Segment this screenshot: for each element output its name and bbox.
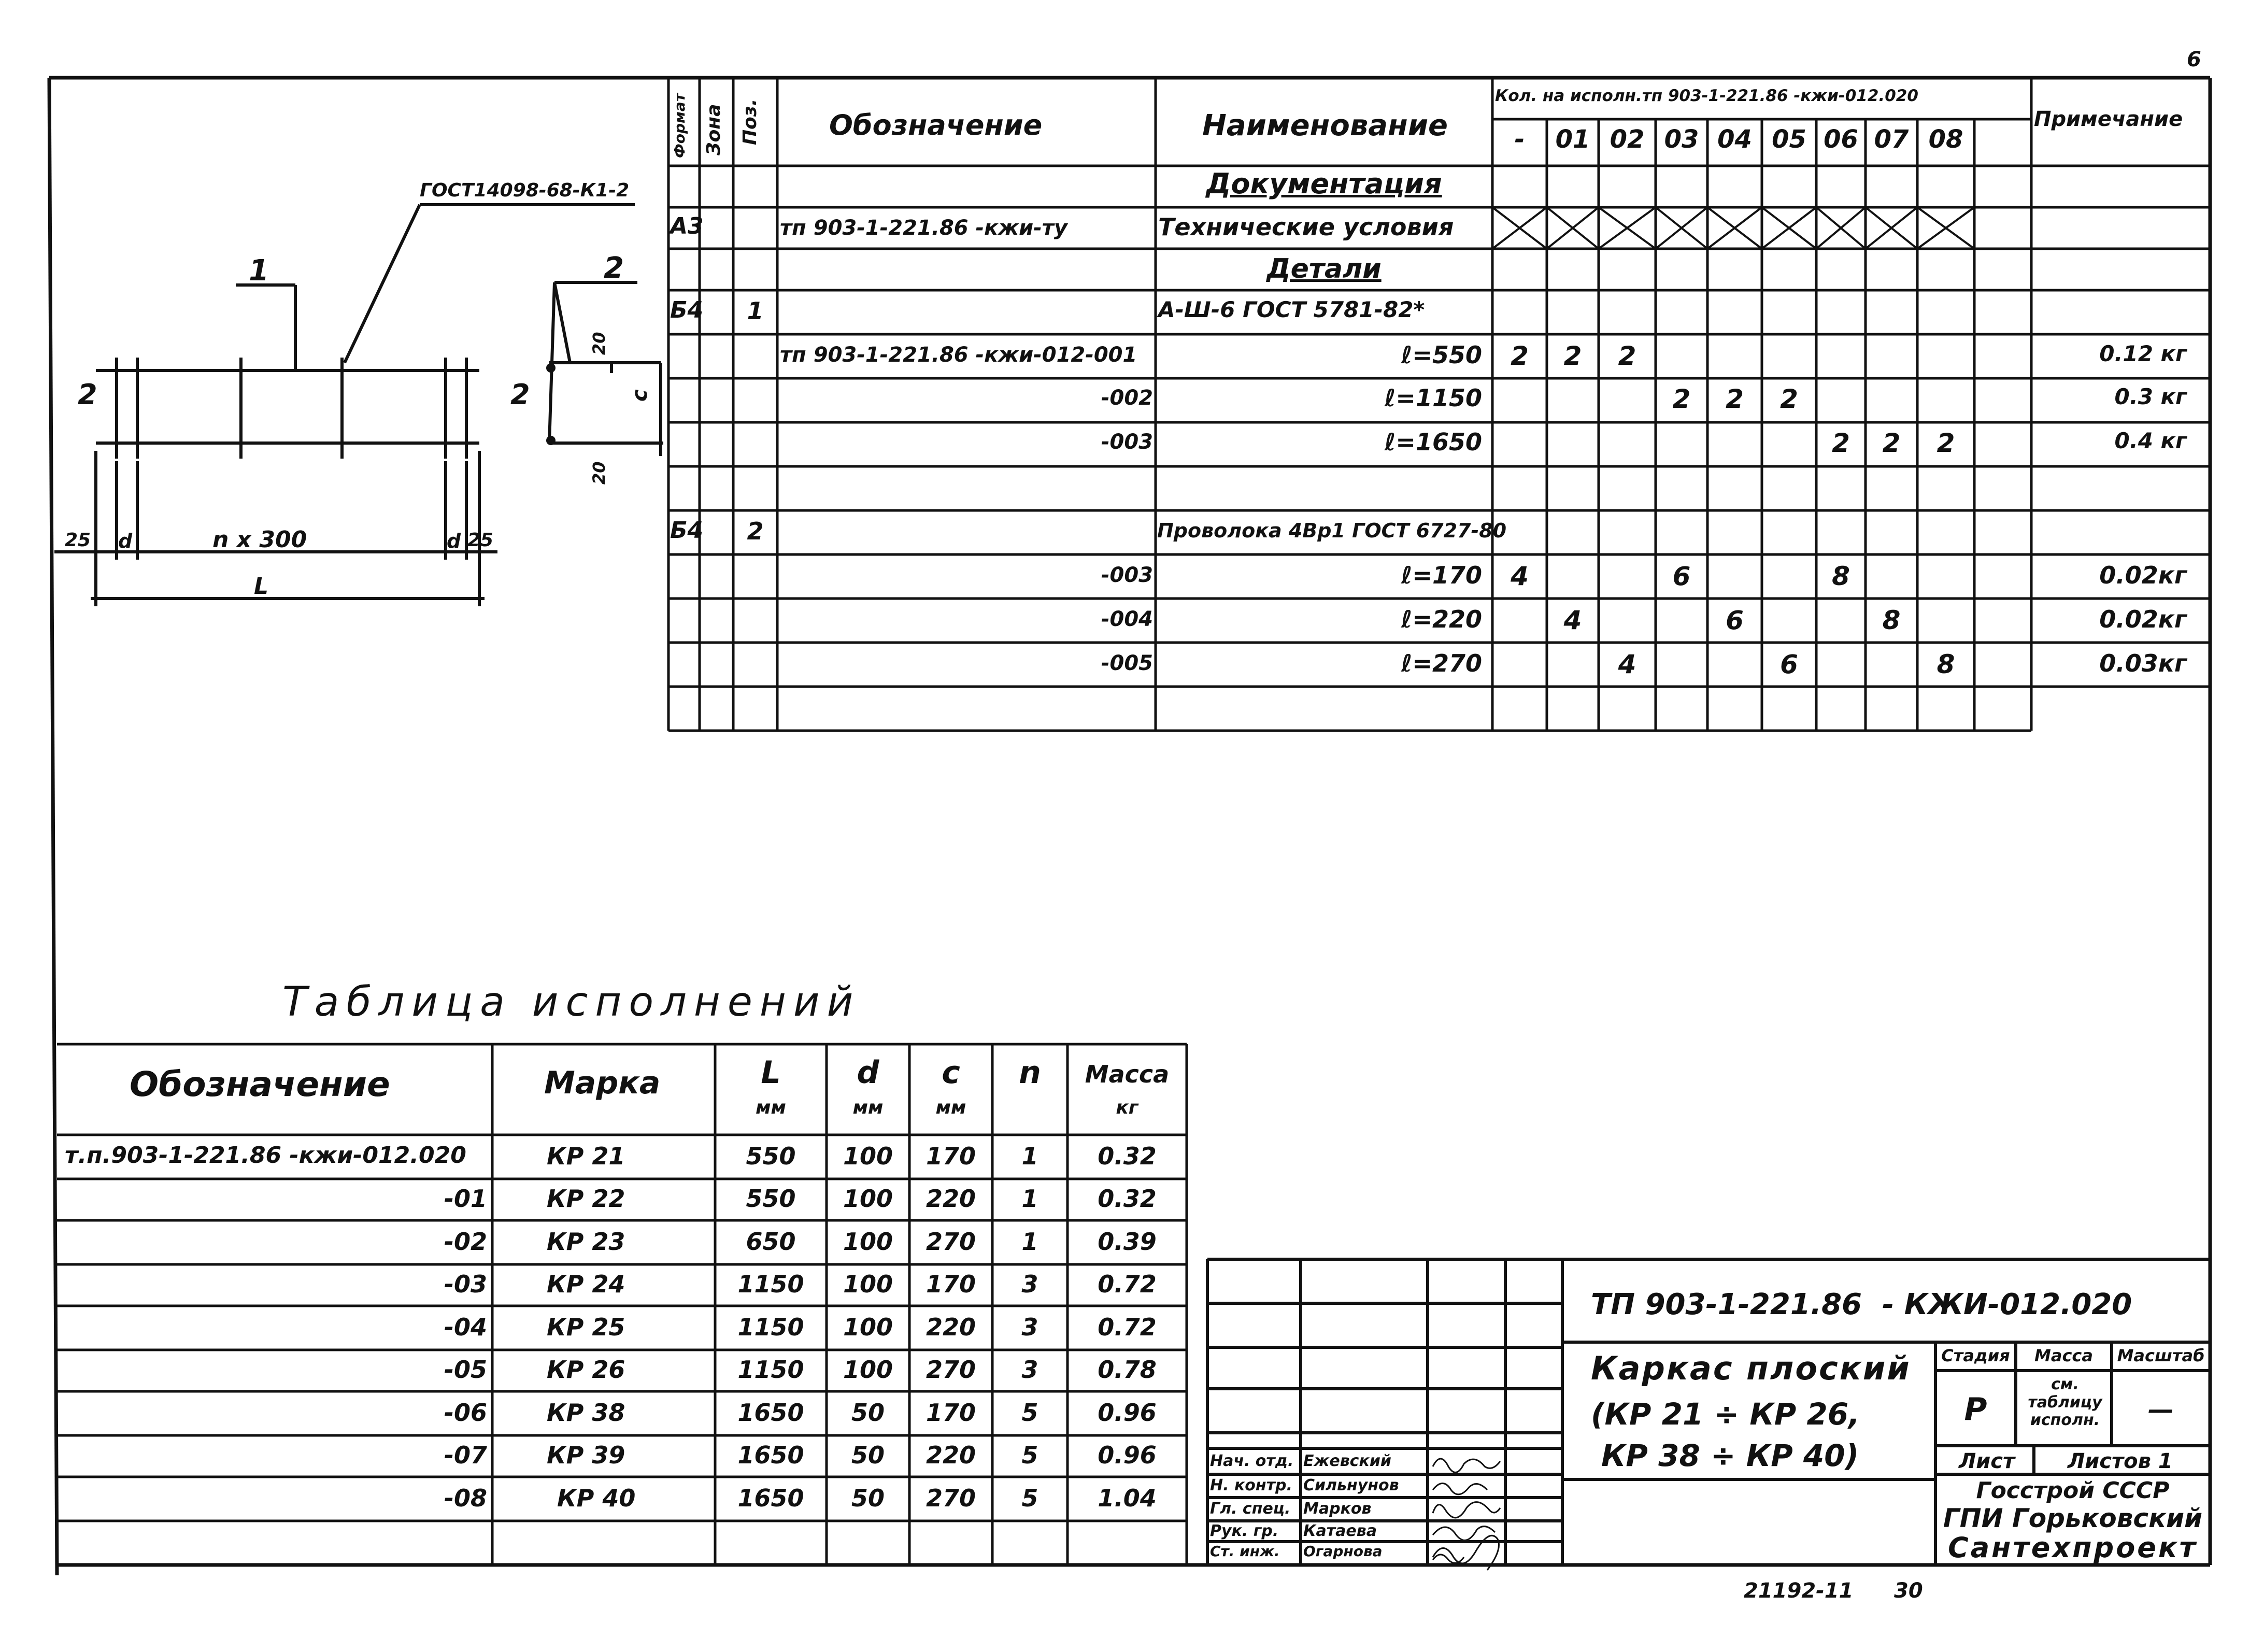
- variant-n: 1: [1021, 1228, 1038, 1256]
- scale-label: Масштаб: [2117, 1346, 2205, 1365]
- variants-header-c: c: [942, 1055, 960, 1091]
- spec-header-format: Формат: [671, 93, 688, 158]
- spec-header-name: Наименование: [1202, 109, 1448, 143]
- spec-row-note: 0.3 кг: [2114, 384, 2187, 409]
- page-number: 30: [1894, 1579, 1923, 1603]
- variant-designation: -05: [444, 1356, 487, 1384]
- frame-sketch: [54, 205, 663, 606]
- variant-d: 100: [843, 1313, 893, 1341]
- signature-role: Рук. гр.: [1210, 1522, 1279, 1540]
- variant-mark: КР 22: [547, 1185, 625, 1213]
- variant-header: 02: [1610, 125, 1645, 154]
- dim-20-top: 20: [589, 332, 609, 355]
- variants-header-mass: Масса: [1085, 1060, 1170, 1088]
- scale-value: —: [2148, 1394, 2174, 1425]
- spec-row-name: ℓ=1650: [1384, 428, 1482, 456]
- title-block-code: ТП 903-1-221.86 - КЖИ-012.020: [1591, 1288, 2132, 1321]
- variant-designation: -01: [444, 1185, 487, 1213]
- dim-c: c: [628, 389, 652, 402]
- variant-d: 100: [843, 1185, 893, 1213]
- qty-cell: 2: [1511, 341, 1529, 371]
- sheet-corner-number: 6: [2187, 48, 2201, 72]
- variant-mass: 0.39: [1098, 1228, 1157, 1256]
- variant-mark: КР 24: [547, 1270, 625, 1298]
- qty-cell: 2: [1726, 384, 1744, 414]
- variant-header: 05: [1772, 125, 1806, 154]
- dim-25-right: 25: [467, 530, 494, 551]
- spec-row-name: Документация: [1206, 167, 1442, 200]
- org-line-2: ГПИ Горьковский: [1943, 1503, 2203, 1533]
- spec-row-pos: 2: [747, 517, 764, 545]
- spec-header-note: Примечание: [2034, 107, 2183, 131]
- section-mark-1: 1: [249, 254, 269, 288]
- dim-L: L: [254, 573, 269, 600]
- variants-header-d: d: [857, 1055, 879, 1091]
- qty-cell: 2: [1780, 384, 1798, 414]
- spec-row-designation: тп 903-1-221.86 -кжи-ту: [780, 216, 1067, 240]
- spec-row-designation: тп 903-1-221.86 -кжи-012-001: [780, 343, 1137, 367]
- qty-cell: 2: [1672, 384, 1691, 414]
- variant-mark: КР 23: [547, 1228, 625, 1256]
- variant-L: 1150: [737, 1356, 804, 1384]
- spec-row-format: Б4: [670, 517, 704, 544]
- dim-20-bottom: 20: [589, 461, 609, 485]
- variant-mass: 0.72: [1098, 1270, 1157, 1298]
- qty-cell: 8: [1882, 605, 1901, 635]
- spec-header-qty-label: Кол. на исполн.тп 903-1-221.86 -кжи-012.020: [1495, 87, 1918, 105]
- signature-name: Марков: [1303, 1500, 1372, 1518]
- spec-row-name: Проволока 4Вр1 ГОСТ 6727-80: [1157, 519, 1507, 542]
- org-line-3: Сантехпроект: [1948, 1531, 2198, 1564]
- section-left-2: 2: [510, 378, 530, 411]
- variant-designation: -07: [444, 1441, 487, 1469]
- dim-n300: n x 300: [212, 526, 307, 553]
- spec-header-designation: Обозначение: [829, 109, 1043, 141]
- signature-role: Н. контр.: [1210, 1476, 1292, 1494]
- mass-label: Масса: [2034, 1346, 2093, 1365]
- variants-header-mass-unit: кг: [1116, 1097, 1138, 1118]
- variants-header-mark: Марка: [544, 1065, 661, 1101]
- variant-mass: 0.72: [1098, 1313, 1157, 1341]
- left-mark-2: 2: [78, 378, 97, 411]
- variant-designation: -08: [444, 1484, 487, 1512]
- qty-cell: 6: [1672, 561, 1691, 591]
- variant-designation: -06: [444, 1399, 487, 1427]
- variant-mass: 0.78: [1098, 1356, 1157, 1384]
- variants-header-d-unit: мм: [852, 1097, 884, 1118]
- variant-designation: т.п.903-1-221.86 -кжи-012.020: [65, 1142, 466, 1169]
- qty-cell: 2: [1936, 428, 1955, 458]
- spec-row-name: ℓ=270: [1401, 649, 1482, 677]
- qty-cell: 4: [1618, 649, 1636, 679]
- org-line-1: Госстрой СССР: [1976, 1477, 2170, 1504]
- variant-n: 5: [1021, 1484, 1038, 1512]
- spec-row-name: Детали: [1266, 253, 1382, 284]
- variant-mark: КР 38: [547, 1399, 625, 1427]
- spec-row-format: А3: [670, 213, 704, 239]
- variant-L: 1650: [737, 1484, 804, 1512]
- variant-mass: 1.04: [1098, 1484, 1157, 1512]
- variant-n: 5: [1021, 1441, 1038, 1469]
- qty-cell: 2: [1618, 341, 1636, 371]
- spec-row-note: 0.03кг: [2099, 649, 2187, 677]
- spec-row-designation: -002: [1101, 386, 1153, 410]
- variant-n: 3: [1021, 1270, 1038, 1298]
- variant-mass: 0.32: [1098, 1185, 1157, 1213]
- qty-cell: 4: [1511, 561, 1529, 591]
- qty-cell: 2: [1563, 341, 1582, 371]
- variant-c: 270: [925, 1484, 976, 1512]
- archive-number: 21192-11: [1744, 1579, 1854, 1603]
- variant-n: 1: [1021, 1185, 1038, 1213]
- sheets-label: Листов 1: [2068, 1449, 2173, 1473]
- variant-L: 1650: [737, 1441, 804, 1469]
- spec-row-format: Б4: [670, 297, 704, 323]
- variant-header: 07: [1874, 125, 1909, 154]
- variant-c: 170: [925, 1142, 976, 1170]
- title-block-name-1: Каркас плоский: [1591, 1349, 1911, 1387]
- variant-header: 06: [1824, 125, 1858, 154]
- variant-n: 1: [1021, 1142, 1038, 1170]
- variant-designation: -03: [444, 1270, 487, 1298]
- title-block-name-3: КР 38 ÷ КР 40): [1601, 1438, 1859, 1473]
- variant-mass: 0.96: [1098, 1399, 1157, 1427]
- variants-header-designation: Обозначение: [130, 1064, 390, 1104]
- variant-c: 270: [925, 1356, 976, 1384]
- signature-name: Катаева: [1303, 1522, 1377, 1540]
- variant-L: 550: [746, 1185, 796, 1213]
- spec-row-note: 0.12 кг: [2099, 341, 2187, 366]
- mass-note: см. таблицу исполн.: [2028, 1375, 2102, 1429]
- variant-L: 1650: [737, 1399, 804, 1427]
- variant-L: 1150: [737, 1313, 804, 1341]
- dim-d-right: d: [447, 530, 461, 552]
- gost-label: ГОСТ14098-68-К1-2: [420, 180, 630, 201]
- spec-crossed-cells: [1492, 207, 1974, 249]
- variant-c: 220: [925, 1441, 976, 1469]
- variant-designation: -04: [444, 1313, 487, 1341]
- signature-name: Огарнова: [1303, 1543, 1383, 1560]
- variant-c: 220: [925, 1185, 976, 1213]
- spec-row-name: ℓ=550: [1401, 341, 1482, 369]
- variant-d: 50: [851, 1399, 885, 1427]
- signature-name: Сильнунов: [1303, 1476, 1399, 1494]
- variants-header-c-unit: мм: [935, 1097, 966, 1118]
- variant-n: 3: [1021, 1313, 1038, 1341]
- qty-cell: 8: [1832, 561, 1850, 591]
- dim-d-left: d: [118, 530, 133, 552]
- variant-c: 270: [925, 1228, 976, 1256]
- variants-header-n: n: [1019, 1055, 1041, 1091]
- variant-mass: 0.32: [1098, 1142, 1157, 1170]
- variants-table-title: Таблица исполнений: [282, 979, 861, 1026]
- variant-header: -: [1514, 125, 1525, 154]
- variant-header: 03: [1664, 125, 1699, 154]
- qty-cell: 2: [1882, 428, 1901, 458]
- spec-row-note: 0.02кг: [2099, 561, 2187, 589]
- variants-header-L: L: [761, 1055, 781, 1091]
- section-mark-2: 2: [604, 251, 624, 285]
- variant-n: 3: [1021, 1356, 1038, 1384]
- variant-mark: КР 40: [557, 1484, 636, 1512]
- variant-n: 5: [1021, 1399, 1038, 1427]
- variant-d: 100: [843, 1356, 893, 1384]
- spec-row-note: 0.02кг: [2099, 605, 2187, 633]
- spec-row-designation: -005: [1101, 651, 1153, 675]
- variant-L: 550: [746, 1142, 796, 1170]
- variant-c: 220: [925, 1313, 976, 1341]
- variant-L: 1150: [737, 1270, 804, 1298]
- spec-row-name: ℓ=1150: [1384, 384, 1482, 412]
- variant-header: 04: [1717, 125, 1752, 154]
- variant-d: 100: [843, 1270, 893, 1298]
- spec-row-name: ℓ=170: [1401, 561, 1482, 589]
- stage-value: Р: [1964, 1391, 1987, 1428]
- qty-cell: 2: [1832, 428, 1850, 458]
- qty-cell: 6: [1726, 605, 1744, 635]
- signature-role: Ст. инж.: [1210, 1543, 1280, 1560]
- variant-d: 50: [851, 1484, 885, 1512]
- sheet-label: Лист: [1959, 1449, 2015, 1473]
- stage-label: Стадия: [1941, 1346, 2010, 1365]
- spec-row-designation: -003: [1101, 430, 1153, 454]
- signature-name: Ежевский: [1303, 1452, 1391, 1470]
- spec-header-pos: Поз.: [739, 98, 761, 145]
- variant-c: 170: [925, 1399, 976, 1427]
- spec-row-name: Технические условия: [1158, 213, 1454, 241]
- variant-d: 50: [851, 1441, 885, 1469]
- qty-cell: 8: [1936, 649, 1955, 679]
- spec-header-zone: Зона: [703, 104, 724, 155]
- spec-row-designation: -004: [1101, 607, 1153, 631]
- variant-mark: КР 25: [547, 1313, 625, 1341]
- variant-designation: -02: [444, 1228, 487, 1256]
- dim-25-left: 25: [65, 530, 91, 551]
- spec-row-name: А-Ш-6 ГОСТ 5781-82*: [1158, 297, 1425, 322]
- variant-mark: КР 26: [547, 1356, 625, 1384]
- variant-L: 650: [746, 1228, 796, 1256]
- spec-row-pos: 1: [747, 297, 764, 325]
- spec-row-designation: -003: [1101, 563, 1153, 587]
- spec-row-name: ℓ=220: [1401, 605, 1482, 633]
- variant-mass: 0.96: [1098, 1441, 1157, 1469]
- signature-role: Нач. отд.: [1210, 1452, 1294, 1470]
- qty-cell: 6: [1780, 649, 1798, 679]
- variant-c: 170: [925, 1270, 976, 1298]
- variant-mark: КР 39: [547, 1441, 625, 1469]
- variant-d: 100: [843, 1228, 893, 1256]
- signature-role: Гл. спец.: [1210, 1500, 1291, 1518]
- variant-header: 08: [1928, 125, 1963, 154]
- spec-row-note: 0.4 кг: [2114, 428, 2187, 453]
- variants-header-L-unit: мм: [756, 1097, 786, 1118]
- variant-d: 100: [843, 1142, 893, 1170]
- qty-cell: 4: [1563, 605, 1582, 635]
- title-block-name-2: (КР 21 ÷ КР 26,: [1591, 1397, 1860, 1432]
- variant-mark: КР 21: [547, 1142, 625, 1170]
- variant-header: 01: [1555, 125, 1590, 154]
